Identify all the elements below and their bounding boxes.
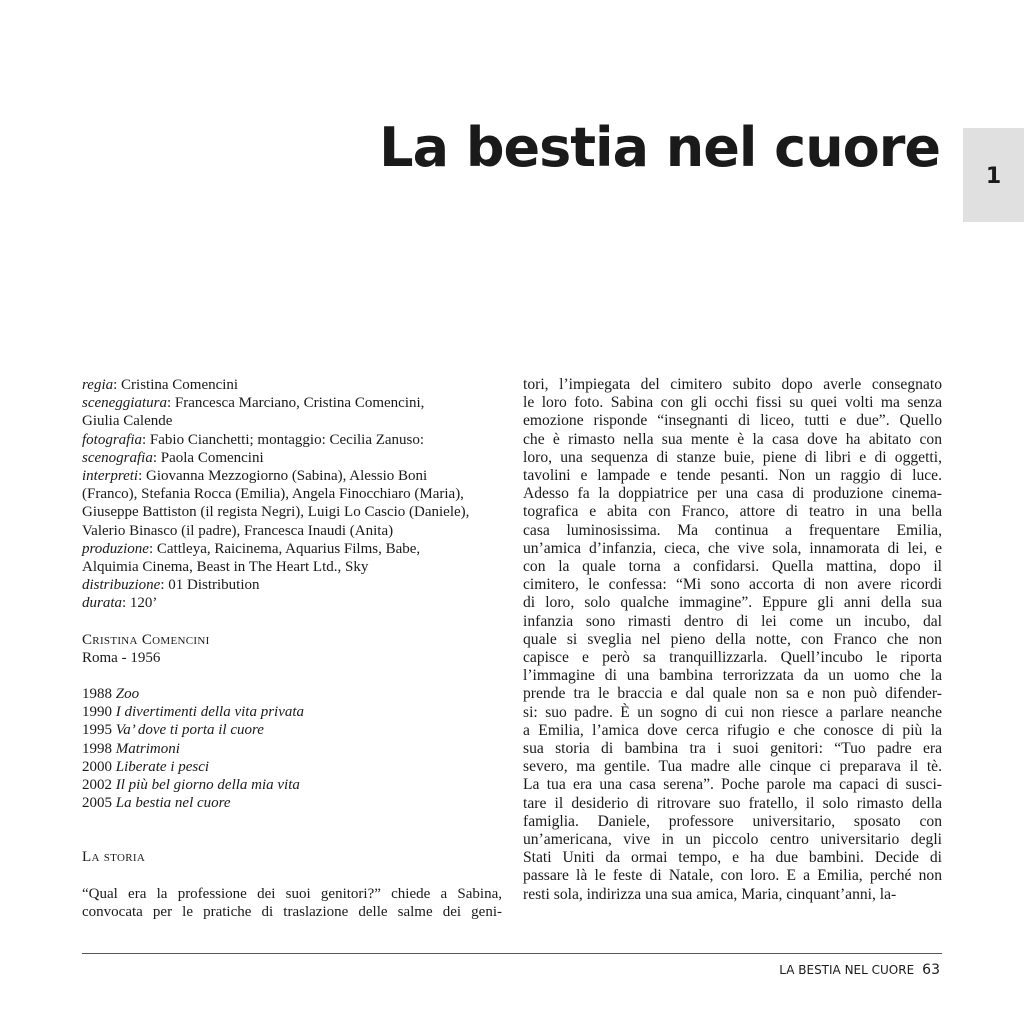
story-line: infanzia sono rimasti dentro di lei come un incubo, dal (523, 612, 942, 630)
film-year: 2002 (82, 777, 112, 794)
credits-block (82, 376, 502, 613)
film-year: 1995 (82, 722, 112, 739)
story-line: passare là le feste di Natale, con loro. E a Emilia, perché non (523, 867, 942, 885)
footer-rule (82, 953, 942, 954)
film-title: La bestia nel cuore (115, 795, 231, 812)
story-line: loro, una sequenza di stanze buie, piene di libri e di oggetti, (523, 448, 942, 466)
credit-line (82, 558, 502, 576)
story-line: tografica e abita con Franco, attore di teatro in una bella (523, 503, 942, 521)
story-line: “Qual era la professione dei suoi genitori?” chiede a Sabina, (82, 885, 502, 902)
credit-line (82, 503, 502, 521)
story-line: famiglia. Daniele, professore universitario, sposato con (523, 812, 942, 830)
story-line: cimitero, le confessa: “Mi sono accorta di non avere ricordi (523, 576, 942, 594)
credit-line (82, 376, 502, 394)
story-line: quale si sveglia nel pieno della notte, con Franco che non (523, 630, 942, 648)
story-line: convocata per le pratiche di traslazione delle salme dei geni- (82, 903, 502, 920)
filmography-item (82, 703, 502, 721)
film-year: 1990 (82, 704, 112, 721)
credit-text: : Francesca Marciano, Cristina Comencini, (166, 395, 425, 412)
story-line: Adesso fa la doppiatrice per una casa di produzione cinema- (523, 485, 942, 503)
story-line: Stati Uniti da ormai tempo, e ha due bambini. Decide di (523, 849, 942, 867)
credit-label: interpreti (82, 468, 139, 485)
right-column (523, 376, 942, 904)
story-line: l’immagine di una bambina terrorizzata da un uomo che la (523, 667, 942, 685)
credit-label: scenografia (82, 449, 153, 466)
film-title: Zoo (115, 686, 140, 703)
film-year: 1998 (82, 740, 112, 757)
credit-label: regia (82, 377, 114, 393)
story-line: severo, ma gentile. Tua madre alle cinque ci preparava il tè. (523, 758, 942, 776)
credit-line (82, 485, 502, 503)
story-line: resti sola, indirizza una sua amica, Maria, cinquant’anni, la- (523, 885, 897, 903)
credit-text: : Cattleya, Raicinema, Aquarius Films, Babe, (148, 540, 421, 557)
chapter-number: 1 (985, 164, 1002, 189)
story-line: La tua era una casa serena”. Poche parole ma capaci di susci- (523, 776, 942, 794)
credit-label: fotografia (82, 431, 143, 448)
credit-text: : Fabio Cianchetti; montaggio: Cecilia Zanuso: (142, 431, 425, 448)
filmography-item (82, 794, 502, 812)
credit-text: : 01 Distribution (160, 577, 260, 594)
filmography-item (82, 776, 502, 794)
film-year: 1988 (82, 686, 112, 703)
page-title: La bestia nel cuore (379, 116, 940, 179)
filmography-item (82, 740, 502, 758)
story-line: sua storia di bambina tra i suoi genitori: “Tuo padre era (523, 740, 942, 758)
story-line: le loro foto. Sabina con gli occhi fissi su quei volti ma senza (523, 394, 942, 412)
story-line: capisce e però sa tranquillizzarla. Quell’incubo le riporta (523, 649, 942, 667)
credit-text: : Paola Comencini (152, 449, 264, 466)
credit-text: Valerio Binasco (il padre), Francesca Inaudi (Anita) (82, 522, 394, 539)
film-title: Va’ dove ti porta il cuore (115, 722, 264, 739)
credit-text: : 120’ (122, 595, 158, 612)
running-footer (779, 962, 940, 978)
story-line: un’americana, vive in un piccolo centro universitario degli (523, 831, 942, 849)
left-column (82, 376, 502, 921)
filmography-item (82, 685, 502, 703)
director-name: Cristina Comencini (82, 631, 210, 648)
credit-line (82, 431, 502, 449)
film-year: 2005 (82, 795, 112, 812)
story-line: che è rimasto nella sua mente è la casa dove ha abitato con (523, 430, 942, 448)
film-title: Liberate i pesci (115, 758, 210, 775)
film-year: 2000 (82, 758, 112, 775)
story-line: tavolini e lampade e tende pesanti. Non un raggio di luce. (523, 467, 942, 485)
story-line: di loro, solo qualche immagine”. Eppure gli anni della sua (523, 594, 942, 612)
story-line: emozione risponde “insegnanti di liceo, tutti e due”. Quello (523, 412, 942, 430)
credit-text: Giuseppe Battiston (il regista Negri), Luigi Lo Cascio (Daniele), (82, 504, 470, 521)
credit-line (82, 576, 502, 594)
story-line: con la quale torna a confidarsi. Quella mattina, dopo il (523, 558, 942, 576)
credit-label: sceneggiatura (82, 395, 167, 412)
credit-line (82, 522, 502, 540)
credit-line (82, 467, 502, 485)
credit-text: (Franco), Stefania Rocca (Emilia), Angela Finocchiaro (Maria), (82, 486, 464, 503)
credit-text: : Cristina Comencini (113, 377, 239, 393)
story-intro (82, 885, 502, 921)
credit-line (82, 449, 502, 467)
chapter-tab (963, 128, 1024, 222)
filmography-list (82, 685, 502, 812)
credit-text: : Giovanna Mezzogiorno (Sabina), Alessio Boni (138, 468, 428, 485)
credit-label: durata (82, 595, 123, 612)
story-line: a Emilia, l’amica dove cerca rifugio e che conosce di più la (523, 721, 942, 739)
film-title: Matrimoni (115, 740, 180, 757)
story-line: tori, l’impiegata del cimitero subito dopo averle consegnato (523, 376, 942, 393)
running-title: LA BESTIA NEL CUORE (779, 963, 915, 977)
credit-line (82, 394, 502, 412)
credit-label: produzione (82, 540, 149, 557)
credit-text: Giulia Calende (82, 413, 173, 430)
page-number: 63 (922, 962, 940, 978)
director-origin: Roma - 1956 (82, 649, 161, 666)
film-title: Il più bel giorno della mia vita (115, 777, 300, 794)
story-line: prende tra le braccia e dal quale non sa e non può difender- (523, 685, 942, 703)
filmography-item (82, 758, 502, 776)
credit-line (82, 540, 502, 558)
credit-line (82, 594, 502, 612)
film-title: I divertimenti della vita privata (115, 704, 305, 721)
story-line: casa luminosissima. Ma continua a frequentare Emilia, (523, 521, 942, 539)
story-line: un’amica d’infanzia, cieca, che vive sola, innamorata di lei, e (523, 539, 942, 557)
credit-line (82, 412, 502, 430)
credit-text: Alquimia Cinema, Beast in The Heart Ltd., Sky (82, 559, 369, 576)
story-heading: La storia (82, 849, 146, 866)
filmography-item (82, 721, 502, 739)
credit-label: distribuzione (82, 577, 161, 594)
story-line: tare il desiderio di ritrovare suo fratello, il solo rimasto della (523, 794, 942, 812)
story-line: si: suo padre. È un sogno di cui non riesce a parlare neanche (523, 703, 942, 721)
